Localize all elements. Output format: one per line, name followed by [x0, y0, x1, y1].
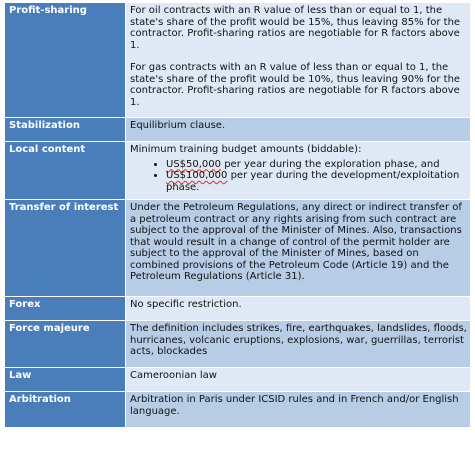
table-row [5, 321, 471, 368]
list-item [166, 170, 467, 193]
amount-text: US$50,000 [166, 158, 222, 170]
gas-contract-paragraph: For gas contracts with an R value of less than or equal to 1, the state's share of the profit would be 10%, thus leaving 90% for the contractor. Profit-sharing ratios are negotiable for R factors above 1. [130, 62, 461, 108]
row-label: Law [5, 368, 126, 392]
table-row [5, 118, 471, 142]
list-item [166, 159, 467, 171]
table-row [5, 200, 471, 297]
list-item-text: per year during the development/exploitation phase. [166, 170, 460, 193]
table-row [5, 368, 471, 392]
row-value: Arbitration in Paris under ICSID rules and in French and/or English language. [126, 392, 471, 428]
row-value [126, 3, 471, 118]
bullet-list [130, 159, 467, 194]
row-label: Forex [5, 297, 126, 321]
table-row [5, 3, 471, 118]
row-value: Under the Petroleum Regulations, any direct or indirect transfer of a petroleum contract or any rights arising from such contract are subject to the approval of the Minister of Mines. Also, transactions that would result in a change of control of the permit holder are subject to the approval of the Minister of Mines, based on combined provisions of the Petroleum Code (Article 19) and the Petroleum Regulations (Article 31). [126, 200, 471, 297]
contract-terms-table [4, 2, 471, 428]
row-value: Equilibrium clause. [126, 118, 471, 142]
row-label: Stabilization [5, 118, 126, 142]
table-row [5, 142, 471, 200]
row-label: Profit-sharing [5, 3, 126, 118]
table-row [5, 297, 471, 321]
table-row [5, 392, 471, 428]
oil-contract-paragraph: For oil contracts with an R value of less than or equal to 1, the state's share of the profit would be 15%, thus leaving 85% for the contractor. Profit-sharing ratios are negotiable for R factors above 1. [130, 5, 461, 51]
row-label: Force majeure [5, 321, 126, 368]
row-label: Transfer of interest [5, 200, 126, 297]
row-value [126, 142, 471, 200]
row-label: Local content [5, 142, 126, 200]
local-content-intro: Minimum training budget amounts (biddable): [130, 144, 362, 155]
row-value: No specific restriction. [126, 297, 471, 321]
list-item-text: per year during the exploration phase, and [221, 158, 440, 170]
row-value: Cameroonian law [126, 368, 471, 392]
row-value: The definition includes strikes, fire, earthquakes, landslides, floods, hurricanes, volcanic eruptions, explosions, war, guerrillas, terrorist acts, blockades [126, 321, 471, 368]
row-label: Arbitration [5, 392, 126, 428]
amount-text: US$100,000 [166, 170, 228, 181]
